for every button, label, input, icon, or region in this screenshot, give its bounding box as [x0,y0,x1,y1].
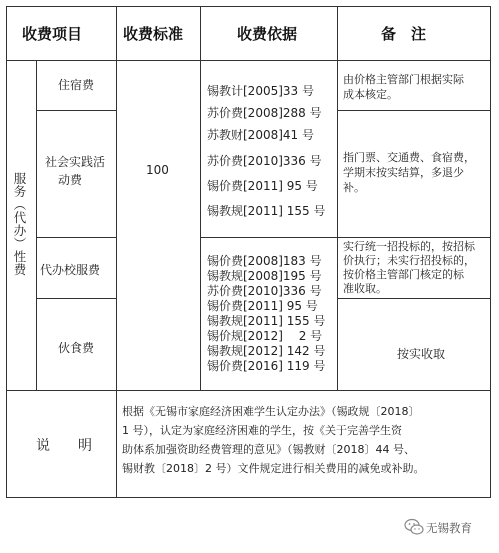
remark-social-practice-line-1: 指门票、交通费、食宿费， [343,151,475,164]
header-fee-basis: 收费依据 [237,25,298,43]
remark-uniform-line-3: 按价格主管部门核定的标 [343,268,464,281]
basis-2-line-7: 锡教规[2012] 142 号 [207,344,326,358]
footer-note-line-3: 助体系加强资助经费管理的意见》（锡教财〔2018〕44 号、 [122,443,415,456]
header-fee-standard: 收费标准 [123,25,184,43]
basis-1-line-5: 锡价费[2011] 95 号 [207,179,318,193]
basis-1-line-4: 苏价费[2010]336 号 [207,154,322,168]
remark-accommodation-line-2: 成本核定。 [343,88,398,101]
basis-1-line-1: 锡教计[2005]33 号 [207,84,314,98]
basis-1-line-3: 苏教财[2008]41 号 [207,128,314,142]
remark-uniform-line-4: 准收取。 [343,282,387,295]
remark-uniform-line-1: 实行统一招投标的，按招标 [343,240,475,253]
row-line-3b [337,298,491,299]
footer-label: 说 明 [36,438,92,454]
col-line-footer [116,390,117,497]
basis-2-line-5: 锡教规[2011] 155 号 [207,314,326,328]
remark-accommodation-line-1: 由价格主管部门根据实际 [343,73,464,86]
basis-2-line-6: 锡价规[2012] 2 号 [207,329,323,343]
item-accommodation: 住宿费 [58,78,95,92]
col-line-basis [337,6,338,390]
item-meals: 伙食费 [58,341,95,355]
basis-1-line-2: 苏价费[2008]288 号 [207,106,322,120]
remark-social-practice-line-3: 补。 [343,181,365,194]
item-social-practice-line-2: 动费 [58,173,83,187]
row-line-1b [337,110,491,111]
table-top-border [6,6,491,7]
col-line-standard [200,6,201,390]
footer-note-line-2: 1 号），认定为家庭经济困难的学生，按《关于完善学生资 [122,424,402,437]
basis-2-line-2: 锡教规[2008]195 号 [207,269,322,283]
header-fee-item: 收费项目 [22,25,83,43]
row-line-2b [200,237,491,238]
footer-note-line-1: 根据《无锡市家庭经济困难学生认定办法》（锡政规〔2018〕 [122,405,420,418]
table-bottom-border [6,497,491,498]
table-left-border [6,6,7,497]
col-line-item [116,6,117,390]
header-bottom-border [6,60,491,61]
basis-1-line-6: 锡教规[2011] 155 号 [207,204,326,218]
wechat-logo-icon [404,517,424,537]
row-line-1 [36,110,116,111]
standard-social-practice: 100 [146,163,169,177]
footer-note-line-4: 锡财教〔2018〕2 号）文件规定进行相关费用的减免或补助。 [122,462,425,475]
remark-uniform-line-2: 价执行；未实行招投标的， [343,254,475,267]
basis-2-line-3: 苏价费[2010]336 号 [207,284,322,298]
row-line-4 [6,390,491,391]
basis-2-line-1: 锡价费[2008]183 号 [207,254,322,268]
col-line-category [36,60,37,390]
basis-2-line-8: 锡价费[2016] 119 号 [207,359,326,373]
row-line-2 [36,237,116,238]
basis-2-line-4: 锡价费[2011] 95 号 [207,299,318,313]
remark-meals: 按实收取 [397,347,446,361]
item-uniform: 代办校服费 [40,263,101,277]
remark-social-practice-line-2: 学期末按实结算，多退少 [343,166,464,179]
item-social-practice-line-1: 社会实践活 [45,155,106,169]
category-label: 服 务 ︵ 代 办 ︶ 性 费 [13,171,27,277]
watermark-text: 无锡教育 [426,521,472,535]
table-right-border [490,6,491,497]
row-line-3 [36,298,116,299]
header-remarks: 备 注 [381,25,427,43]
